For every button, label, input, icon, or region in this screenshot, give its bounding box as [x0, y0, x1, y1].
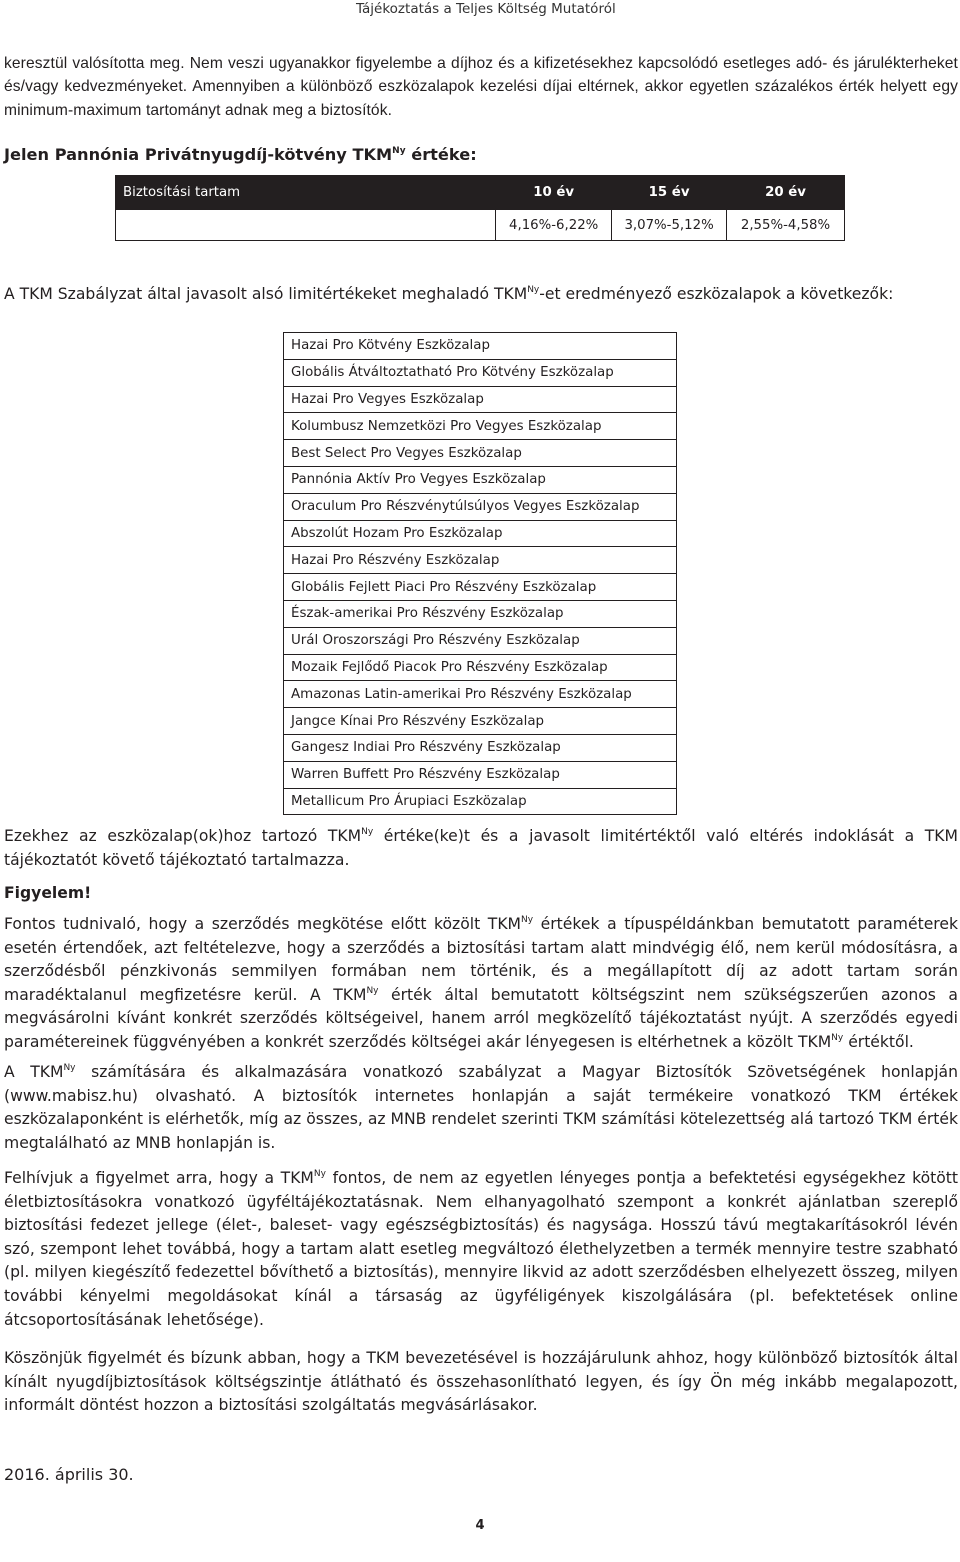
rate-table-value-row — [116, 210, 845, 241]
fund-row: Globális Fejlett Piaci Pro Részvény Eszközalap — [284, 574, 677, 601]
fund-row: Urál Oroszországi Pro Részvény Eszközalap — [284, 627, 677, 654]
fund-row: Mozaik Fejlődő Piacok Pro Részvény Eszközalap — [284, 654, 677, 681]
fund-row: Globális Átváltoztatható Pro Kötvény Eszközalap — [284, 359, 677, 386]
fund-row: Észak-amerikai Pro Részvény Eszközalap — [284, 600, 677, 627]
fund-row: Pannónia Aktív Pro Vegyes Eszközalap — [284, 466, 677, 493]
tkm-rate-table — [115, 175, 845, 241]
fund-row: Hazai Pro Kötvény Eszközalap — [284, 333, 677, 360]
document-date: 2016. április 30. — [4, 1465, 134, 1484]
fund-row: Gangesz Indiai Pro Részvény Eszközalap — [284, 734, 677, 761]
important-info-paragraph: Fontos tudnivaló, hogy a szerződés megkötése előtt közölt $TKM^{Ny}$ értékek a típuspéldánkban bemutatott paraméterek esetén értendőek, azt feltételezve, hogy a szerződés a biztosítási tartam alatt mindvégig élő, nem kerül módosításra, a szerződésből pénzkivonás semmilyen formában nem történik, és a megállapított díj az adott tartam során maradéktalanul megfizetésre kerül. A $TKM^{Ny}$ érték által bemutatott költségszint nem szükségszerűen azonos a megvásárolni kívánt konkrét szerződés költségeivel, hanem arról megközelítő tájékoztatást nyújt. A szerződés egyedi paramétereinek függvényében a konkrét szerződés költségei akár lényegesen is eltérhetnek a közölt $TKM^{Ny}$ értéktől. — [4, 915, 958, 1051]
term-header-label: Biztosítási tartam — [116, 176, 496, 210]
fund-row: Warren Buffett Pro Részvény Eszközalap — [284, 761, 677, 788]
rate-empty-cell — [116, 210, 496, 241]
attention-heading: Figyelem! — [4, 884, 92, 902]
considerations-paragraph: Felhívjuk a figyelmet arra, hogy a $TKM^{Ny}$ fontos, de nem az egyetlen lényeges pontja a befektetési egységekhez kötött életbiztosításokra vonatkozó ügyféltájékoztatásnak. Nem elhanyagolható szempont a konkrét ajánlatban szereplő biztosítási fedezet jellege (élet-, baleset- vagy egészségbiztosítás) és nagysága. Hosszú távú megtakarításokról lévén szó, szempont lehet továbbá, hogy a tartam alatt esetleg megváltozó élethelyzetben a termék mennyire testre szabható (pl. milyen kiegészítő fedezettel bővíthető a biztosítás), mennyire likvid az adott szerződésben elhelyezett összeg, milyen további kényelmi megoldásokat kínál a társaság az ügyféligények kiszolgálására (pl. befektetések online átcsoportosításának lehetősége). — [4, 1169, 958, 1329]
rate-value-20: 2,55%-4,58% — [727, 210, 845, 241]
rate-table-header-row — [116, 176, 845, 210]
tkm-value-title: Jelen Pannónia Privátnyugdíj-kötvény $TKM^{Ny}$ értéke: — [4, 145, 477, 164]
fund-row: Hazai Pro Vegyes Eszközalap — [284, 386, 677, 413]
funds-table — [283, 332, 677, 815]
fund-row: Oraculum Pro Részvénytúlsúlyos Vegyes Eszközalap — [284, 493, 677, 520]
fund-row: Amazonas Latin-amerikai Pro Részvény Eszközalap — [284, 681, 677, 708]
intro-paragraph: keresztül valósította meg. Nem veszi ugyanakkor figyelembe a díjhoz és a kifizetésekhez kapcsolódó esetleges adó- és járulékterheket és/vagy kedvezményeket. Amennyiben a különböző eszközalapok kezelési díjai eltérnek, akkor egyetlen százalékos érték helyett egy minimum-maximum tartományt adnak meg a biztosítók. — [4, 55, 958, 119]
fund-row: Hazai Pro Részvény Eszközalap — [284, 547, 677, 574]
rate-value-10: 4,16%-6,22% — [496, 210, 612, 241]
running-header: Tájékoztatás a Teljes Költség Mutatóról — [356, 1, 616, 17]
fund-row: Jangce Kínai Pro Részvény Eszközalap — [284, 708, 677, 735]
fund-row: Kolumbusz Nemzetközi Pro Vegyes Eszközalap — [284, 413, 677, 440]
term-column-20: 20 év — [727, 176, 845, 210]
term-column-15: 15 év — [612, 176, 727, 210]
page-number: 4 — [475, 1518, 485, 1533]
after-funds-paragraph: Ezekhez az eszközalap(ok)hoz tartozó $TKM^{Ny}$ értéke(ke)t és a javasolt limitértéktől való eltérés indoklását a TKM tájékoztatót követő tájékoztató tartalmazza. — [4, 827, 958, 869]
rate-value-15: 3,07%-5,12% — [612, 210, 727, 241]
term-column-10: 10 év — [496, 176, 612, 210]
thanks-paragraph: Köszönjük figyelmét és bízunk abban, hogy a TKM bevezetésével is hozzájárulunk ahhoz, hogy különböző biztosítók által kínált nyugdíjbiztosítások költségszintje átlátható és összehasonlítható legyen, és így Ön még inkább megalapozott, informált döntést hozzon a biztosítási szolgáltatás megvásárlásakor. — [4, 1349, 958, 1415]
funds-intro: A TKM Szabályzat által javasolt alsó limitértékeket meghaladó $TKM^{Ny}-et$ eredményező eszközalapok a következők: — [4, 285, 894, 303]
fund-row: Best Select Pro Vegyes Eszközalap — [284, 440, 677, 467]
fund-row: Metallicum Pro Árupiaci Eszközalap — [284, 788, 677, 815]
regulation-paragraph: A $TKM^{Ny}$ számítására és alkalmazására vonatkozó szabályzat a Magyar Biztosítók Szövetségének honlapján (www.mabisz.hu) olvasható. A biztosítók internetes honlapján a saját termékeire vonatkozó TKM értékek eszközalaponként is elérhetők, míg az összes, az MNB rendelet szerinti TKM számítási kötelezettség alá tartozó TKM érték megtalálható az MNB honlapján is. — [4, 1063, 958, 1152]
fund-row: Abszolút Hozam Pro Eszközalap — [284, 520, 677, 547]
